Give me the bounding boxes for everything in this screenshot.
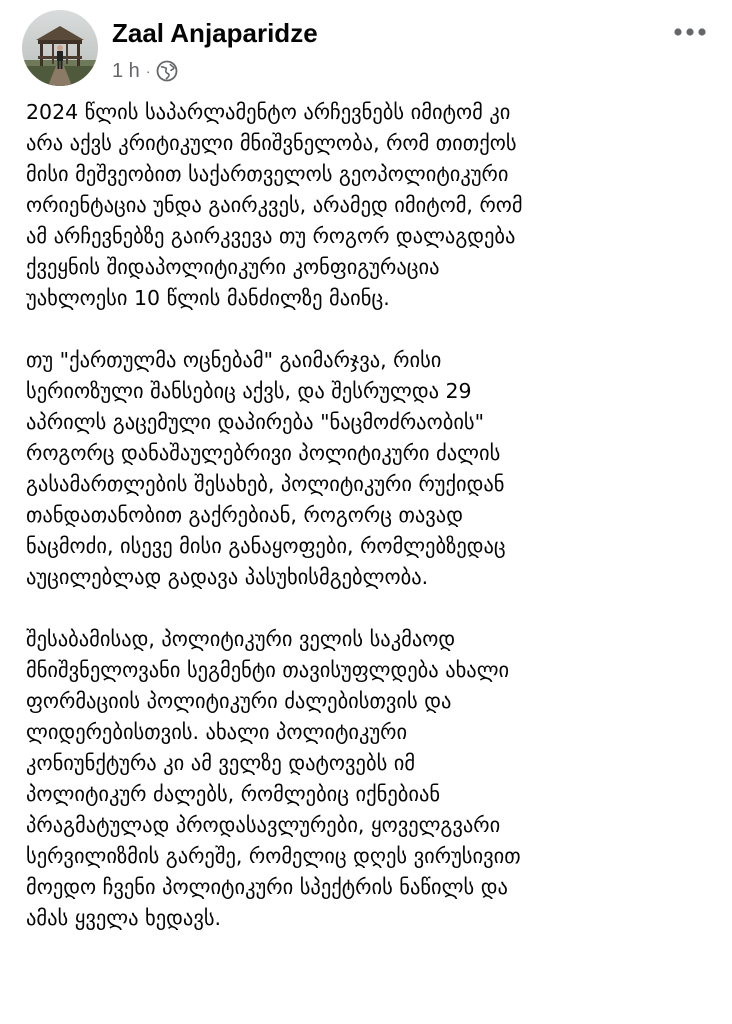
author-avatar[interactable] — [22, 10, 98, 86]
post-timestamp[interactable]: 1 h — [112, 59, 140, 82]
more-options-icon[interactable] — [672, 22, 708, 42]
post-paragraph: 2024 წლის საპარლამენტო არჩევნებს იმიტომ კი არა აქვს კრიტიკული მნიშვნელობა, რომ თითქოს მისი მეშვეობით საქართველოს გეოპოლიტიკური ორიენტაცია უნდა გაირკვეს, არამედ იმიტომ, რომ ამ არჩევნებზე გაირკვევა თუ როგორ დალაგდება ქვეყნის შიდაპოლიტიკური კონფიგურაცია უახლოესი 10 წლის მანძილზე მაინც. — [26, 100, 523, 310]
post-text — [26, 97, 716, 965]
post-paragraph: შესაბამისად, პოლიტიკური ველის საკმაოდ მნიშვნელოვანი სეგმენტი თავისუფლდება ახალი ფორმაციის პოლიტიკური ძალებისთვის და ლიდერებისთვის. ახალი პოლიტიკური კონიუნქტურა კი ამ ველზე დატოვებს იმ პოლიტიკურ ძალებს, რომლებიც იქნებიან პრაგმატულად პროდასავლურები, ყოველგვარი სერვილიზმის გარეშე, რომელიც დღეს ვირუსივით მოედო ჩვენი პოლიტიკური სპექტრის ნაწილს და ამას ყველა ხედავს. — [26, 627, 521, 930]
post-paragraph: თუ "ქართულმა ოცნებამ" გაიმარჯვა, რისი სერიოზული შანსებიც აქვს, და შესრულდა 29 აპრილს გაცემული დაპირება "ნაცმოძრაობის" როგორც დანაშაულებრივი პოლიტიკური ძალის გასამართლების შესახებ, პოლიტიკური რუქიდან თანდათანობით გაქრებიან, როგორც თავად ნაცმოძი, ისევე მისი განაყოფები, რომლებზედაც აუცილებლად გადავა პასუხისმგებლობა. — [26, 348, 506, 589]
globe-icon[interactable] — [156, 60, 178, 82]
meta-separator: · — [145, 63, 151, 79]
post-meta — [112, 58, 178, 84]
author-name[interactable]: Zaal Anjaparidze — [112, 18, 318, 48]
avatar-photo-icon — [22, 10, 98, 86]
post-header — [22, 8, 712, 88]
